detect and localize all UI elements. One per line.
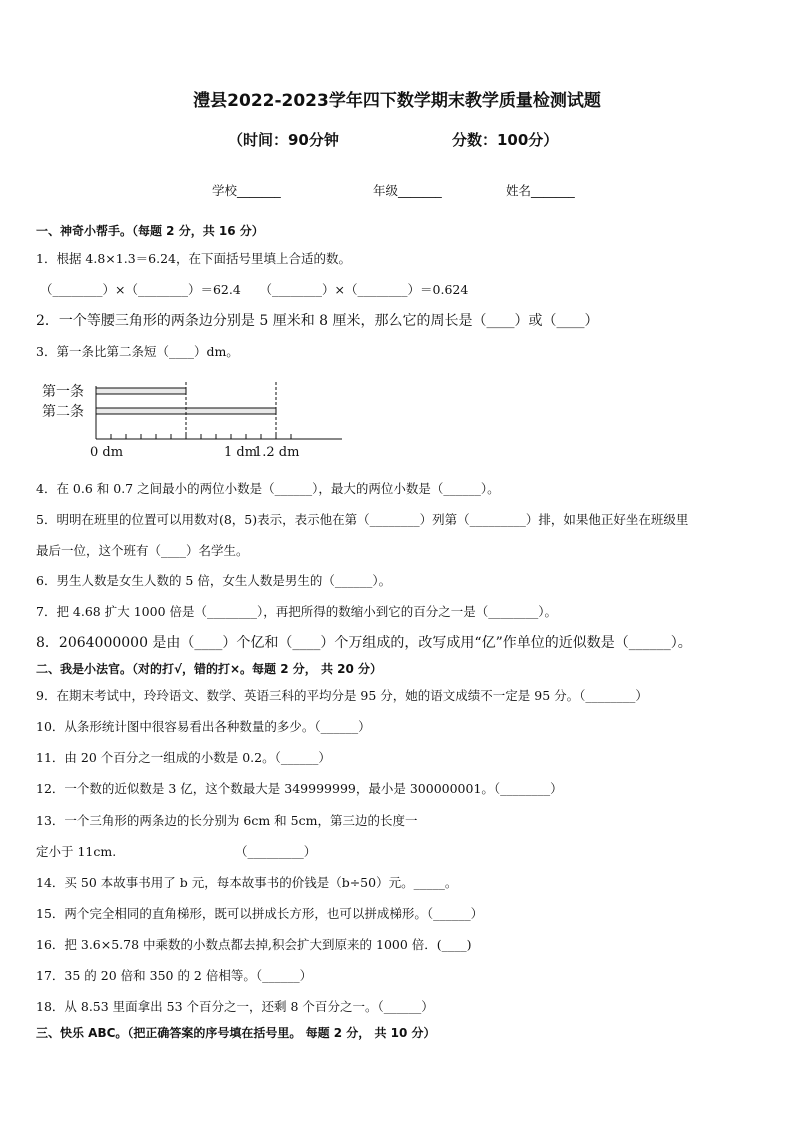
question-13: 13．一个三角形的两条边的长分别为 6cm 和 5cm，第三边的长度一: [36, 813, 418, 828]
question-14: 14．买 50 本故事书用了 b 元，每本故事书的价钱是（b÷50）元。_____。: [36, 875, 458, 890]
question-11: 11．由 20 个百分之一组成的小数是 0.2。（______）: [36, 750, 331, 765]
question-4: 4．在 0.6 和 0.7 之间最小的两位小数是（______），最大的两位小数是（______）。: [36, 481, 500, 496]
section-1-heading: 一、神奇小帮手。（每题 2 分，共 16 分）: [36, 224, 264, 238]
question-16: 16．把 3.6×5.78 中乘数的小数点都去掉,积会扩大到原来的 1000 倍．(____): [36, 937, 472, 952]
question-1: 1．根据 4.8×1.3＝6.24，在下面括号里填上合适的数。: [36, 251, 351, 266]
name-field[interactable]: 姓名_______: [506, 183, 575, 198]
question-17: 17．35 的 20 倍和 350 的 2 倍相等。（______）: [36, 968, 313, 983]
tick-label: 1.2 dm: [254, 445, 300, 460]
question-1-blanks: （________）×（________）＝62.4 （________）×（________）＝0.624: [40, 282, 469, 297]
bar-label-1: 第一条: [42, 384, 84, 400]
question-13-cont: 定小于 11cm. （_________）: [36, 844, 317, 859]
question-18: 18．从 8.53 里面拿出 53 个百分之一，还剩 8 个百分之一。（______）: [36, 999, 434, 1014]
tick-label: 1 dm: [224, 445, 258, 460]
bar-1: [96, 388, 186, 394]
bar-label-2: 第二条: [42, 404, 84, 420]
segment-comparison-chart: [42, 372, 342, 464]
question-7: 7．把 4.68 扩大 1000 倍是（________），再把所得的数缩小到它的百分之一是（________）。: [36, 604, 557, 619]
exam-score: 分数：100分）: [452, 131, 559, 149]
question-8: 8．2064000000 是由（____）个亿和（____）个万组成的，改写成用“亿”作单位的近似数是（______）。: [36, 635, 692, 651]
exam-time: （时间：90分钟: [228, 131, 339, 149]
question-2: 2．一个等腰三角形的两条边分别是 5 厘米和 8 厘米，那么它的周长是（____）或（____）: [36, 313, 599, 329]
tick-label: 0 dm: [90, 445, 124, 460]
question-15: 15．两个完全相同的直角梯形，既可以拼成长方形，也可以拼成梯形。（______）: [36, 906, 484, 921]
section-3-heading: 三、快乐 ABC。（把正确答案的序号填在括号里。 每题 2 分， 共 10 分）: [36, 1026, 436, 1040]
question-12: 12．一个数的近似数是 3 亿，这个数最大是 349999999，最小是 300000001。（________）: [36, 781, 563, 796]
page-title: 澧县2022-2023学年四下数学期末教学质量检测试题: [193, 91, 601, 111]
section-2-heading: 二、我是小法官。（对的打√，错的打×。每题 2 分， 共 20 分）: [36, 662, 382, 676]
question-5-cont: 最后一位，这个班有（____）名学生。: [36, 543, 249, 558]
grade-field[interactable]: 年级_______: [373, 183, 442, 198]
question-5: 5．明明在班里的位置可以用数对(8，5)表示，表示他在第（________）列第（_________）排，如果他正好坐在班级里: [36, 512, 689, 527]
school-field[interactable]: 学校_______: [212, 183, 281, 198]
question-6: 6．男生人数是女生人数的 5 倍，女生人数是男生的（______）。: [36, 573, 392, 588]
question-3: 3．第一条比第二条短（____）dm。: [36, 344, 239, 359]
question-10: 10．从条形统计图中很容易看出各种数量的多少。（______）: [36, 719, 371, 734]
question-9: 9．在期末考试中，玲玲语文、数学、英语三科的平均分是 95 分，她的语文成绩不一定是 95 分。（________）: [36, 688, 648, 703]
